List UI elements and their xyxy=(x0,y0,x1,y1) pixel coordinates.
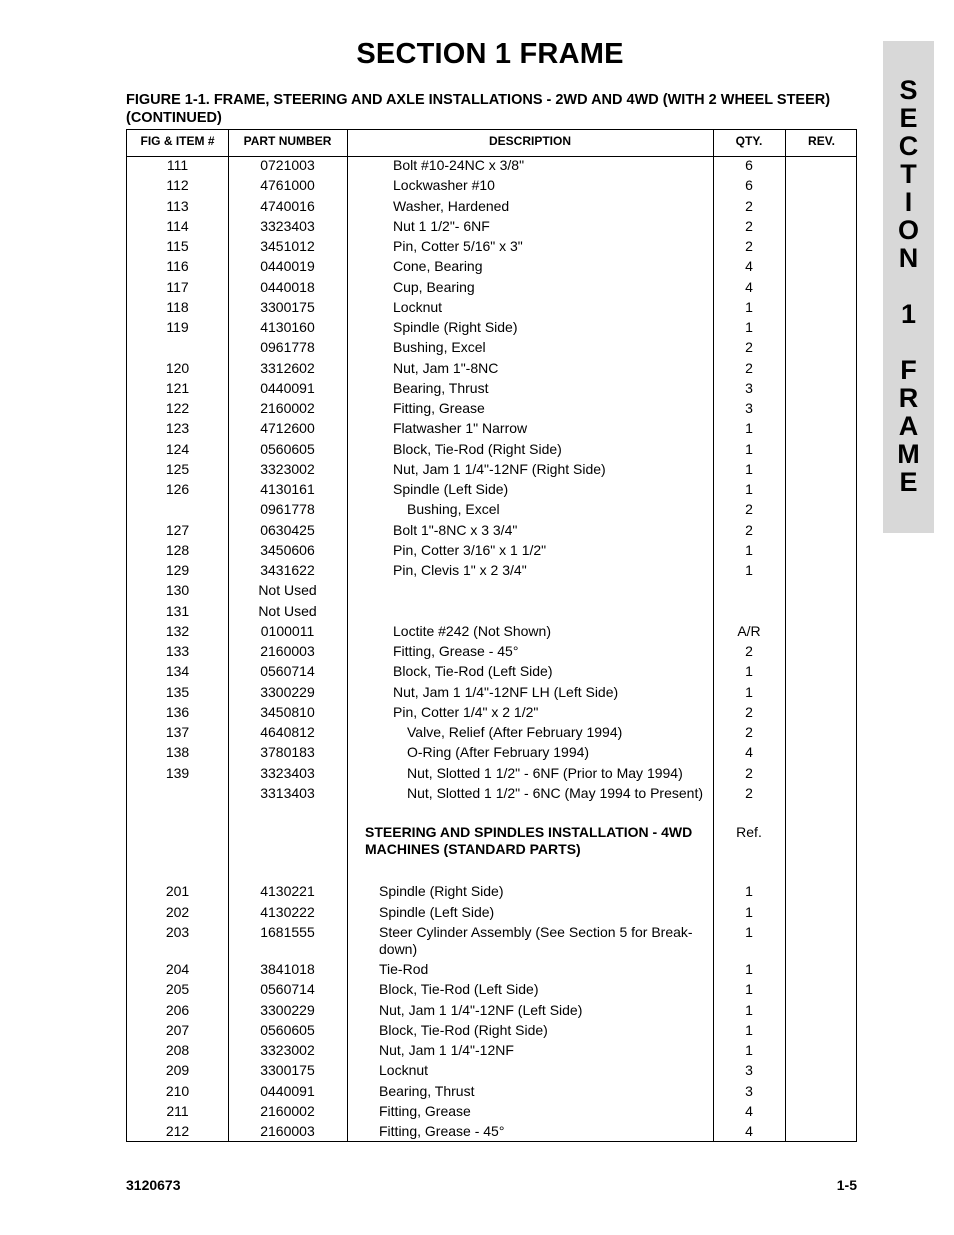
cell-fig-item: 132 xyxy=(165,622,190,639)
cell-fig-item: 129 xyxy=(165,562,190,578)
cell-description: Nut, Jam 1 1/4"-12NF xyxy=(379,1042,514,1058)
cell-qty: A/R xyxy=(737,622,761,639)
cell-part-number: 1681555 xyxy=(260,924,315,940)
cell-qty: 4 xyxy=(745,744,753,761)
cell-fig-item: 135 xyxy=(165,683,190,700)
cell-part-number: 3323403 xyxy=(260,217,315,234)
cell-part-number: 3300175 xyxy=(260,1062,315,1079)
cell-part-number: 2160002 xyxy=(260,1102,315,1119)
cell-description: Nut, Jam 1"-8NC xyxy=(393,359,499,376)
cell-description: Nut, Jam 1 1/4"-12NF LH (Left Side) xyxy=(393,683,619,700)
cell-fig-item: 206 xyxy=(165,1001,190,1018)
cell-description: Nut 1 1/2"- 6NF xyxy=(393,217,490,234)
cell-qty: 4 xyxy=(745,258,753,275)
cell-part-number: 0560714 xyxy=(260,663,315,680)
cell-description: Nut, Jam 1 1/4"-12NF (Left Side) xyxy=(379,1001,583,1018)
cell-description: Bearing, Thrust xyxy=(393,379,489,396)
cell-description: STEERING AND SPINDLES INSTALLATION - 4WD MACHINES (STANDARD PARTS) xyxy=(365,824,693,857)
cell-part-number: 0100011 xyxy=(260,622,315,639)
cell-fig-item: 139 xyxy=(165,764,190,781)
cell-fig-item: 111 xyxy=(166,157,189,173)
cell-qty: 1 xyxy=(745,319,753,335)
cell-description: Flatwasher 1" Narrow xyxy=(393,420,528,437)
cell-qty: 1 xyxy=(745,541,753,558)
cell-part-number: 3323002 xyxy=(260,1042,315,1058)
cell-part-number: 4130221 xyxy=(260,883,315,899)
cell-part-number: Not Used xyxy=(258,582,317,599)
cell-description: Locknut xyxy=(379,1062,429,1079)
cell-fig-item: 128 xyxy=(165,541,190,558)
cell-fig-item: 118 xyxy=(166,298,189,315)
cell-part-number: 0440091 xyxy=(260,379,315,396)
cell-description: Block, Tie-Rod (Right Side) xyxy=(393,440,562,457)
side-tab-letter: E xyxy=(899,103,918,133)
cell-part-number: 3300229 xyxy=(260,683,315,700)
cell-part-number: 3323002 xyxy=(260,460,315,477)
cell-qty: 1 xyxy=(745,924,753,940)
cell-qty: 2 xyxy=(745,359,753,376)
cell-description: Pin, Cotter 3/16" x 1 1/2" xyxy=(393,541,547,558)
cell-qty: 1 xyxy=(745,683,753,700)
cell-part-number: 2160002 xyxy=(260,400,315,416)
cell-qty: 2 xyxy=(745,339,753,356)
cell-fig-item: 205 xyxy=(165,981,190,998)
parts-table xyxy=(126,129,857,1142)
section-side-tab xyxy=(883,41,934,533)
cell-qty: 3 xyxy=(745,379,753,396)
cell-qty: 2 xyxy=(745,197,753,214)
cell-part-number: 0440091 xyxy=(260,1082,315,1099)
cell-fig-item: 138 xyxy=(165,744,190,761)
cell-qty: 1 xyxy=(745,883,753,899)
cell-part-number: 2160003 xyxy=(260,1123,315,1139)
cell-description: Pin, Clevis 1" x 2 3/4" xyxy=(393,562,527,578)
cell-part-number: 0440019 xyxy=(260,258,315,275)
cell-qty: 1 xyxy=(745,440,753,457)
cell-description: Valve, Relief (After February 1994) xyxy=(407,724,623,740)
cell-qty: 1 xyxy=(745,981,753,998)
cell-part-number: 3450606 xyxy=(260,541,315,558)
cell-part-number: 4130222 xyxy=(260,903,315,920)
cell-qty: 1 xyxy=(745,1042,753,1058)
cell-part-number: 0961778 xyxy=(260,339,315,356)
cell-fig-item: 112 xyxy=(166,177,189,194)
side-tab-letter: I xyxy=(904,187,913,217)
cell-qty: 3 xyxy=(745,400,753,416)
cell-part-number: 3300229 xyxy=(260,1001,315,1018)
cell-qty: 1 xyxy=(745,961,753,977)
side-tab-letter: O xyxy=(897,215,919,245)
cell-part-number: 0440018 xyxy=(260,278,315,295)
cell-part-number: 3431622 xyxy=(260,562,315,578)
cell-description: Spindle (Right Side) xyxy=(393,319,518,335)
cell-fig-item: 202 xyxy=(165,903,190,920)
cell-description: Pin, Cotter 5/16" x 3" xyxy=(393,238,523,254)
cell-description: Fitting, Grease - 45° xyxy=(393,643,519,659)
cell-description: Locknut xyxy=(393,298,443,315)
cell-qty: 1 xyxy=(745,420,753,437)
cell-qty: 1 xyxy=(745,903,753,920)
cell-fig-item: 133 xyxy=(165,643,190,659)
cell-qty: 2 xyxy=(745,238,753,254)
cell-qty: 1 xyxy=(745,562,753,578)
cell-qty: 3 xyxy=(745,1062,753,1079)
cell-part-number: 4740016 xyxy=(260,197,315,214)
cell-qty: 2 xyxy=(745,724,753,740)
side-tab-letter: C xyxy=(898,131,919,161)
cell-description: Fitting, Grease - 45° xyxy=(379,1123,505,1139)
cell-description: O-Ring (After February 1994) xyxy=(407,744,590,761)
cell-fig-item: 210 xyxy=(165,1082,190,1099)
cell-fig-item: 130 xyxy=(165,582,190,599)
cell-part-number: 3841018 xyxy=(260,961,315,977)
cell-qty: 2 xyxy=(745,501,753,518)
cell-qty: 1 xyxy=(745,481,753,497)
cell-part-number: 4761000 xyxy=(260,177,315,194)
side-tab-letter: T xyxy=(900,159,917,189)
cell-description: Bearing, Thrust xyxy=(379,1082,475,1099)
cell-qty: 2 xyxy=(745,764,753,781)
cell-fig-item: 212 xyxy=(165,1123,190,1139)
cell-fig-item: 131 xyxy=(165,602,190,619)
side-tab-letter: S xyxy=(899,75,918,105)
cell-description: Spindle (Left Side) xyxy=(393,481,509,497)
cell-qty: 6 xyxy=(745,157,753,173)
cell-fig-item: 209 xyxy=(165,1062,190,1079)
cell-description: Pin, Cotter 1/4" x 2 1/2" xyxy=(393,703,539,720)
cell-description: Loctite #242 (Not Shown) xyxy=(393,622,551,639)
cell-qty: 4 xyxy=(745,1123,753,1139)
cell-description: Steer Cylinder Assembly (See Section 5 for Break-down) xyxy=(379,924,693,957)
cell-description: Nut, Slotted 1 1/2" - 6NC (May 1994 to Present) xyxy=(407,784,703,801)
cell-qty: 2 xyxy=(745,703,753,720)
cell-fig-item: 207 xyxy=(165,1021,190,1038)
side-tab-letter: 1 xyxy=(900,299,917,329)
cell-fig-item: 114 xyxy=(166,217,189,234)
cell-part-number: 4130161 xyxy=(260,481,315,497)
cell-part-number: 0560714 xyxy=(260,981,315,998)
cell-part-number: 3313403 xyxy=(260,784,315,801)
cell-fig-item: 115 xyxy=(166,238,189,254)
cell-fig-item: 125 xyxy=(165,460,190,477)
cell-part-number: 0721003 xyxy=(260,157,315,173)
cell-description: Bushing, Excel xyxy=(393,339,486,356)
cell-fig-item: 120 xyxy=(165,359,190,376)
cell-fig-item: 211 xyxy=(166,1102,189,1119)
cell-qty: 2 xyxy=(745,784,753,801)
side-tab-letter: F xyxy=(900,355,917,385)
column-divider xyxy=(785,130,786,1141)
document-number: 3120673 xyxy=(126,1177,181,1193)
side-tab-letter: R xyxy=(898,383,919,413)
cell-fig-item: 204 xyxy=(165,961,190,977)
cell-description: Bolt 1"-8NC x 3 3/4" xyxy=(393,521,518,538)
cell-part-number: 3780183 xyxy=(260,744,315,761)
cell-part-number: 3450810 xyxy=(260,703,315,720)
cell-qty: 1 xyxy=(745,663,753,680)
cell-description: Bushing, Excel xyxy=(407,501,500,518)
cell-part-number: 0560605 xyxy=(260,440,315,457)
cell-part-number: 0961778 xyxy=(260,501,315,518)
cell-qty: Ref. xyxy=(736,824,762,840)
cell-fig-item: 208 xyxy=(165,1042,190,1058)
cell-description: Tie-Rod xyxy=(379,961,429,977)
cell-qty: 6 xyxy=(745,177,753,194)
cell-part-number: Not Used xyxy=(258,602,317,619)
column-divider xyxy=(347,130,348,1141)
cell-fig-item: 122 xyxy=(165,400,190,416)
cell-fig-item: 121 xyxy=(165,379,190,396)
header-qty: QTY. xyxy=(735,134,763,148)
figure-title: FIGURE 1-1. FRAME, STEERING AND AXLE INSTALLATIONS - 2WD AND 4WD (WITH 2 WHEEL STEER) (CONTINUED) xyxy=(126,92,831,126)
cell-qty: 3 xyxy=(745,1082,753,1099)
cell-qty: 1 xyxy=(745,1001,753,1018)
side-tab-letter: E xyxy=(899,467,918,497)
page-title: SECTION 1 FRAME xyxy=(356,38,624,70)
cell-qty: 2 xyxy=(745,521,753,538)
cell-qty: 2 xyxy=(745,217,753,234)
cell-description: Block, Tie-Rod (Right Side) xyxy=(379,1021,548,1038)
cell-part-number: 4640812 xyxy=(260,724,315,740)
cell-qty: 1 xyxy=(745,298,753,315)
cell-qty: 2 xyxy=(745,643,753,659)
cell-fig-item: 119 xyxy=(166,319,189,335)
cell-part-number: 3451012 xyxy=(260,238,315,254)
cell-fig-item: 124 xyxy=(165,440,190,457)
cell-qty: 4 xyxy=(745,278,753,295)
header-description: DESCRIPTION xyxy=(488,134,571,148)
header-fig-item: FIG & ITEM # xyxy=(140,134,215,148)
cell-part-number: 4712600 xyxy=(260,420,315,437)
page-number: 1-5 xyxy=(836,1177,857,1193)
cell-fig-item: 137 xyxy=(165,724,190,740)
cell-fig-item: 126 xyxy=(165,481,190,497)
cell-fig-item: 113 xyxy=(166,197,189,214)
cell-qty: 1 xyxy=(745,1021,753,1038)
cell-description: Block, Tie-Rod (Left Side) xyxy=(379,981,539,998)
cell-part-number: 0630425 xyxy=(260,521,315,538)
cell-description: Fitting, Grease xyxy=(379,1102,471,1119)
side-tab-letter: M xyxy=(897,439,920,469)
cell-fig-item: 123 xyxy=(165,420,190,437)
header-part-number: PART NUMBER xyxy=(243,134,332,148)
cell-fig-item: 116 xyxy=(166,258,189,275)
cell-fig-item: 136 xyxy=(165,703,190,720)
cell-description: Washer, Hardened xyxy=(393,197,510,214)
cell-description: Spindle (Left Side) xyxy=(379,903,495,920)
cell-fig-item: 117 xyxy=(166,278,189,295)
cell-description: Cup, Bearing xyxy=(393,278,475,295)
cell-fig-item: 134 xyxy=(165,663,190,680)
side-tab-letter: N xyxy=(898,243,919,273)
cell-qty: 1 xyxy=(745,460,753,477)
cell-fig-item: 201 xyxy=(165,883,190,899)
cell-description: Nut, Slotted 1 1/2" - 6NF (Prior to May 1994) xyxy=(407,764,683,781)
cell-description: Spindle (Right Side) xyxy=(379,883,504,899)
header-rev: REV. xyxy=(808,134,835,148)
cell-part-number: 4130160 xyxy=(260,319,315,335)
cell-part-number: 3300175 xyxy=(260,298,315,315)
cell-description: Bolt #10-24NC x 3/8" xyxy=(393,157,525,173)
cell-description: Nut, Jam 1 1/4"-12NF (Right Side) xyxy=(393,460,606,477)
cell-description: Block, Tie-Rod (Left Side) xyxy=(393,663,553,680)
cell-part-number: 3312602 xyxy=(260,359,315,376)
cell-part-number: 3323403 xyxy=(260,764,315,781)
cell-qty: 4 xyxy=(745,1102,753,1119)
cell-fig-item: 203 xyxy=(165,924,190,940)
cell-part-number: 0560605 xyxy=(260,1021,315,1038)
cell-description: Cone, Bearing xyxy=(393,258,483,275)
cell-description: Fitting, Grease xyxy=(393,400,485,416)
cell-fig-item: 127 xyxy=(165,521,190,538)
cell-description: Lockwasher #10 xyxy=(393,177,495,194)
cell-part-number: 2160003 xyxy=(260,643,315,659)
side-tab-letter: A xyxy=(898,411,919,441)
